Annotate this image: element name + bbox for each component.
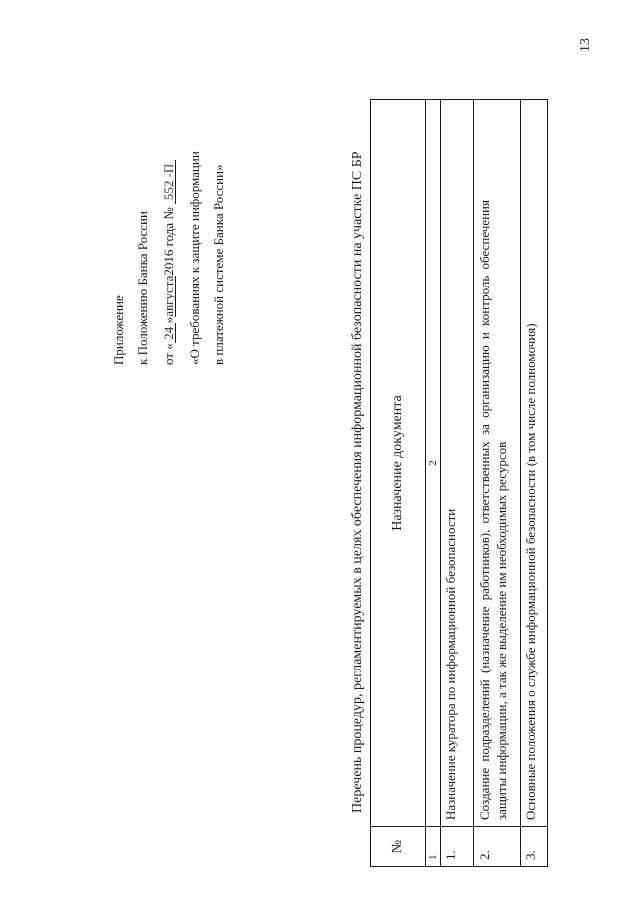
appendix-regulation-line: к Положению Банка России xyxy=(135,211,150,365)
table-header-row xyxy=(371,100,426,867)
procedures-table xyxy=(370,99,548,867)
page-number: 13 xyxy=(578,38,593,52)
date-month: августа xyxy=(161,275,176,317)
row-number: 1. xyxy=(441,827,474,867)
table-row xyxy=(441,100,474,867)
header-number: № xyxy=(371,827,426,867)
appendix-title: Приложение xyxy=(111,295,126,365)
index-2: 2 xyxy=(426,100,441,827)
row-number: 2. xyxy=(474,827,521,867)
row-text: Основные положения о службе информационной безопасности (в том числе полномочия) xyxy=(521,100,548,827)
date-day: 24 xyxy=(162,323,176,343)
row-number: 3. xyxy=(521,827,548,867)
appendix-system-line: в платежной системе Банка России» xyxy=(211,164,226,365)
row-text-line-1: Создание подразделений (назначение работников), ответственных за организацию и контроль обеспечения xyxy=(477,200,492,820)
appendix-date-line xyxy=(162,160,176,365)
header-purpose: Назначение документа xyxy=(371,100,426,827)
appendix-subject-line: «О требованиях к защите информации xyxy=(187,151,202,365)
row-text xyxy=(474,100,521,827)
date-year: 2016 года № xyxy=(161,207,176,276)
row-text: Назначение куратора по информационной безопасности xyxy=(441,100,474,827)
date-day-close: » xyxy=(161,316,176,324)
table-index-row xyxy=(426,100,441,867)
row-text-line-2: защиты информации, а так же выделение им необходимых ресурсов xyxy=(494,441,509,820)
list-title: Перечень процедур, регламентируемых в целях обеспечения информационной безопасности на участке ПС БР xyxy=(350,151,365,813)
index-1: 1 xyxy=(426,827,441,867)
date-prefix: от « xyxy=(161,343,176,365)
document-number: 552 -П xyxy=(162,160,176,204)
table-row xyxy=(521,100,548,867)
table-row xyxy=(474,100,521,867)
